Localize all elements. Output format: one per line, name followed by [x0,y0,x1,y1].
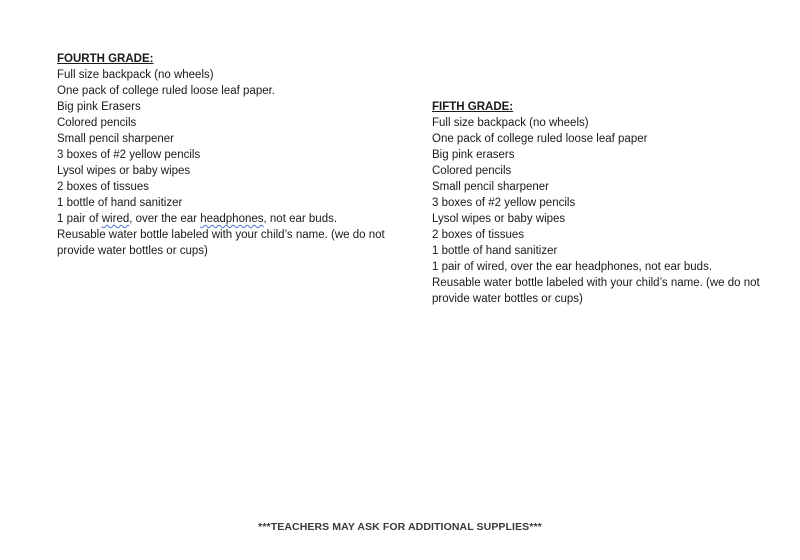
list-item: Lysol wipes or baby wipes [57,165,191,177]
list-item: 1 pair of wired, over the ear headphones, not ear buds. [432,261,713,273]
list-item: Full size backpack (no wheels) [432,117,589,129]
fourth-grade-heading: FOURTH GRADE: [57,53,154,65]
additional-supplies-note: ***TEACHERS MAY ASK FOR ADDITIONAL SUPPLIES*** [258,521,542,533]
list-item: 1 bottle of hand sanitizer [57,197,183,209]
spellcheck-flagged-word[interactable]: headphones [200,213,264,225]
list-item: Lysol wipes or baby wipes [432,213,566,225]
list-item: 2 boxes of tissues [432,229,525,241]
headphones-list-item [57,211,397,227]
water-bottle-list-item: Reusable water bottle labeled with your child’s name. (we do not provide water bottles or cups) [57,229,385,257]
fourth-grade-supply-list [57,67,397,259]
water-bottle-list-item: Reusable water bottle labeled with your child’s name. (we do not provide water bottles or cups) [432,277,760,305]
list-item: Full size backpack (no wheels) [57,69,214,81]
list-item: Colored pencils [57,117,137,129]
list-item: 3 boxes of #2 yellow pencils [57,149,201,161]
fifth-grade-heading: FIFTH GRADE: [432,101,514,113]
list-item: 3 boxes of #2 yellow pencils [432,197,576,209]
list-item: Big pink erasers [432,149,515,161]
fifth-grade-section [432,99,772,307]
list-item: 2 boxes of tissues [57,181,150,193]
list-item: Small pencil sharpener [432,181,549,193]
list-item: Colored pencils [432,165,512,177]
spellcheck-flagged-word[interactable]: wired [101,213,130,225]
list-item: 1 bottle of hand sanitizer [432,245,558,257]
list-item: Small pencil sharpener [57,133,174,145]
fifth-grade-supply-list [432,115,772,307]
headphones-text-part: , not ear buds. [263,213,338,225]
list-item: Big pink Erasers [57,101,141,113]
list-item: One pack of college ruled loose leaf paper [432,133,648,145]
fourth-grade-section [57,51,397,259]
headphones-text-part: 1 pair of [57,213,102,225]
headphones-text-part: , over the ear [129,213,201,225]
list-item: One pack of college ruled loose leaf paper. [57,85,276,97]
